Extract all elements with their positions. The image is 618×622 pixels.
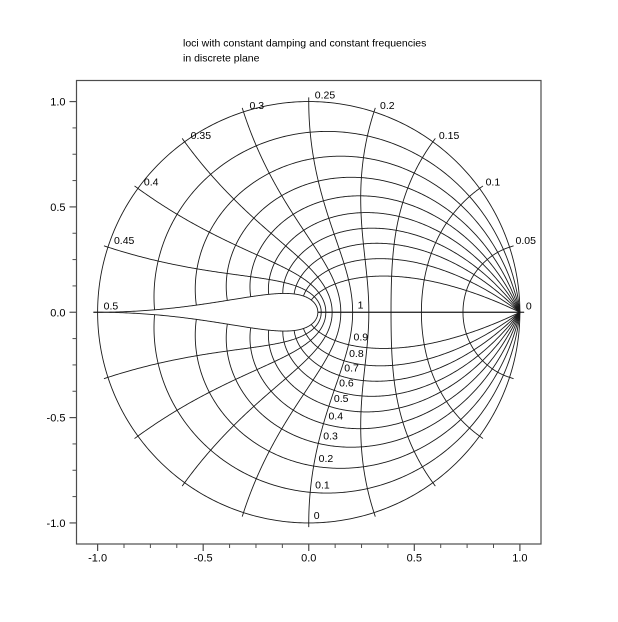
damping-locus: [98, 312, 520, 523]
frequency-locus: [135, 186, 326, 312]
damping-label: 0.7: [344, 362, 359, 375]
damping-locus: [283, 312, 520, 396]
frequency-locus: [391, 138, 435, 312]
damping-label: 0: [313, 509, 320, 522]
frequency-label: 0.1: [485, 176, 501, 189]
damping-locus: [195, 156, 520, 312]
damping-locus: [311, 312, 520, 348]
y-tick-label: -0.5: [46, 412, 66, 425]
chart-title-line2: in discrete plane: [183, 52, 260, 65]
damping-label: 0.2: [318, 453, 334, 466]
damping-locus: [283, 228, 520, 312]
frequency-label: 0.35: [190, 129, 212, 142]
frequency-locus: [361, 108, 376, 312]
damping-label: 0.9: [353, 331, 369, 344]
frequency-label: 0.5: [103, 300, 119, 313]
frequency-label: 0: [525, 300, 532, 313]
damping-label: 0.1: [315, 479, 330, 492]
frequency-label: 0.2: [379, 99, 395, 112]
damping-locus: [311, 276, 520, 312]
frequency-label: 0.3: [249, 99, 265, 112]
x-tick-label: -0.5: [193, 552, 213, 565]
axis-tick-labels-group: [47, 97, 528, 565]
frequency-locus: [182, 138, 332, 312]
damping-label: 1: [357, 299, 364, 312]
x-tick-label: -1.0: [88, 552, 108, 565]
frequency-locus: [391, 312, 435, 486]
damping-locus: [226, 312, 520, 447]
y-tick-label: 1.0: [50, 96, 66, 109]
damping-locus: [154, 131, 520, 312]
y-tick-label: 0.5: [50, 201, 66, 214]
frequency-label: 0.4: [143, 176, 159, 189]
frequency-locus: [182, 312, 332, 486]
frequency-label: 0.45: [113, 235, 135, 248]
grid-curves-group: [93, 97, 524, 527]
damping-label: 0.3: [323, 430, 338, 443]
x-tick-label: 1.0: [512, 552, 528, 565]
frequency-label: 0.25: [314, 89, 336, 102]
y-tick-label: -1.0: [46, 517, 66, 530]
damping-label: 0.6: [339, 377, 354, 390]
damping-locus: [226, 177, 520, 312]
frequency-label: 0.15: [438, 129, 460, 142]
axis-ticks-group: [70, 99, 520, 551]
frequency-locus: [93, 293, 317, 312]
y-tick-label: 0.0: [50, 307, 66, 320]
chart-title-line1: loci with constant damping and constant frequencies: [183, 37, 427, 50]
frequency-locus: [135, 312, 326, 438]
x-tick-label: 0.5: [406, 552, 422, 565]
frequency-label: 0.05: [515, 235, 536, 248]
damping-label: 0.4: [328, 410, 344, 423]
x-tick-label: 0.0: [301, 552, 317, 565]
frequency-locus: [93, 312, 317, 331]
damping-label: 0.8: [349, 347, 364, 360]
damping-label: 0.5: [333, 393, 349, 406]
